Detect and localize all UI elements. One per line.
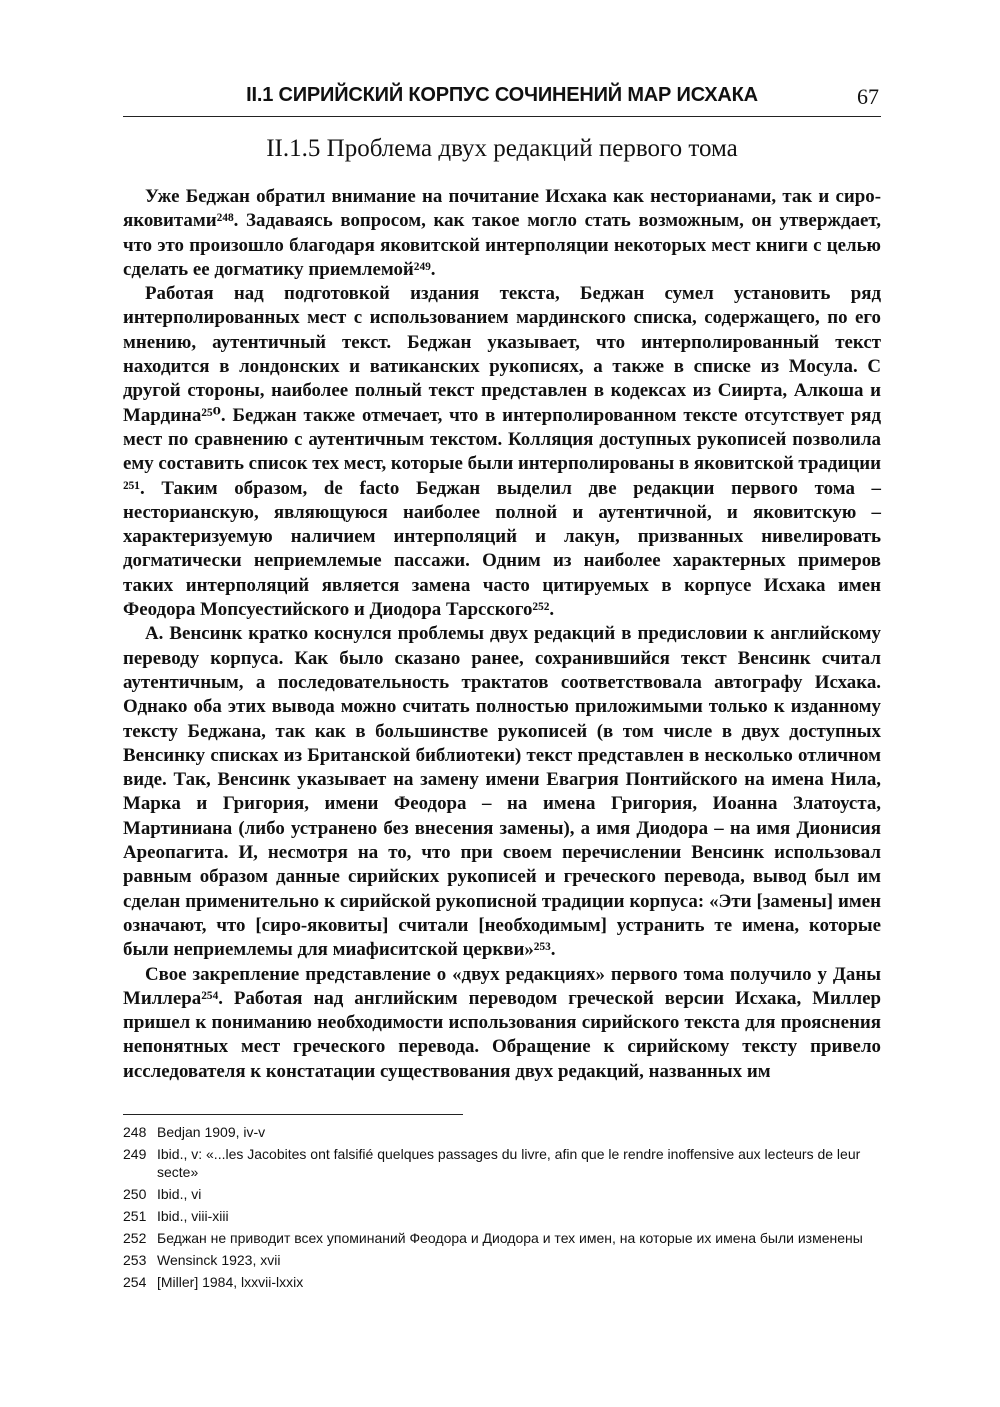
footnote (123, 1145, 881, 1181)
paragraph-1: Уже Беджан обратил внимание на почитание Исхака как несторианами, так и сиро-яковитами²⁴⁸. Задаваясь вопросом, как такое могло стать возможным, он утверждает, что это произошло благодаря яковитской интерполяции некоторых мест книги с целью сделать ее догматику приемлемой²⁴⁹. (123, 186, 881, 280)
footnote-text: Беджан не приводит всех упоминаний Феодора и Диодора и тех имен, на которые их имена были изменены (157, 1229, 863, 1246)
footnote-text: Bedjan 1909, iv-v (157, 1123, 266, 1140)
footnote-number: 249 (123, 1145, 147, 1162)
footnote (123, 1123, 881, 1141)
paragraph-2: Работая над подготовкой издания текста, Беджан сумел установить ряд интерполированных мест с использованием мардинского списка, содержащего, по его мнению, аутентичный текст. Беджан указывает, что интерполированный текст находится в лондонских и ватиканских рукописях, а также в списке из Мосула. С другой стороны, наиболее полный текст представлен в кодексах из Сиирта, Алкоша и Мардина²⁵⁰. Беджан также отмечает, что в интерполированном тексте отсутствует ряд мест по сравнению с аутентичным текстом. Колляция доступных рукописей позволила ему составить список тех мест, которые были интерполированы в яковитской традиции ²⁵¹. Таким образом, de facto Беджан выделил две редакции первого тома – несторианскую, являющуюся наиболее полной и аутентичной, и яковитскую – характеризуемую наличием интерполяций и лакун, призванных нивелировать догматически неприемлемые пассажи. Одним из наиболее характерных примеров таких интерполяций является замена часто цитируемых в корпусе Исхака имен Феодора Мопсуестийского и Диодора Тарсского²⁵². (123, 283, 881, 621)
footnote-text: Wensinck 1923, xvii (157, 1251, 281, 1268)
running-title: II.1 СИРИЙСКИЙ КОРПУС СОЧИНЕНИЙ МАР ИСХАКА (246, 84, 758, 106)
footnotes (123, 1123, 881, 1291)
footnote-number: 248 (123, 1123, 147, 1140)
footnote-number: 251 (123, 1207, 147, 1224)
running-head (123, 80, 881, 117)
footnote-number: 253 (123, 1251, 147, 1268)
paragraph-4: Свое закрепление представление о «двух редакциях» первого тома получило у Даны Миллера²⁵⁴. Работая над английским переводом греческой версии Исхака, Миллер пришел к пониманию необходимости использования сирийского текста для прояснения непонятных мест греческого перевода. Обращение к сирийскому тексту привело исследователя к констатации существования двух редакций, названных им (123, 963, 881, 1082)
body-text (123, 185, 881, 1084)
footnote (123, 1185, 881, 1203)
footnote (123, 1229, 881, 1247)
footnote-number: 254 (123, 1273, 147, 1290)
footnote (123, 1251, 881, 1269)
footnote-text: Ibid., viii-xiii (157, 1207, 229, 1224)
footnote (123, 1207, 881, 1225)
footnote-divider (123, 1114, 463, 1115)
book-page (123, 80, 881, 1295)
footnote-number: 250 (123, 1185, 147, 1202)
footnote (123, 1273, 881, 1291)
paragraph-3: А. Венсинк кратко коснулся проблемы двух редакций в предисловии к английскому переводу корпуса. Как было сказано ранее, сохранившийся текст Венсинк считал аутентичным, а последовательность трактатов соответствовала автографу Исхака. Однако оба этих вывода можно считать полностью приложимыми только к изданному тексту Беджана, так как в большинстве рукописей (в том числе в двух доступных Венсинку списках из Британской библиотеки) текст представлен в несколько отличном виде. Так, Венсинк указывает на замену имени Евагрия Понтийского на имена Нила, Марка и Григория, имени Феодора – на имена Григория, Иоанна Златоуста, Мартиниана (либо устранено без внесения замены), а имя Диодора – на имя Дионисия Ареопагита. И, несмотря на то, что при своем перечислении Венсинк использовал равным образом данные сирийских рукописей и греческого перевода, вывод был им сделан применительно к сирийской рукописной традиции корпуса: «Эти [замены] имен означают, что [сиро-яковиты] считали [необходимым] устранить те имена, которые были неприемлемы для миафиситской церкви»²⁵³. (123, 623, 881, 961)
footnote-text: [Miller] 1984, lxxvii-lxxix (157, 1273, 304, 1290)
page-number: 67 (857, 84, 879, 109)
footnote-text: Ibid., v: «...les Jacobites ont falsifié quelques passages du livre, afin que le rendre inoffensive aux lecteurs de leur secte» (157, 1145, 861, 1180)
footnote-number: 252 (123, 1229, 147, 1246)
footnote-text: Ibid., vi (157, 1185, 202, 1202)
section-heading: II.1.5 Проблема двух редакций первого тома (266, 135, 738, 162)
